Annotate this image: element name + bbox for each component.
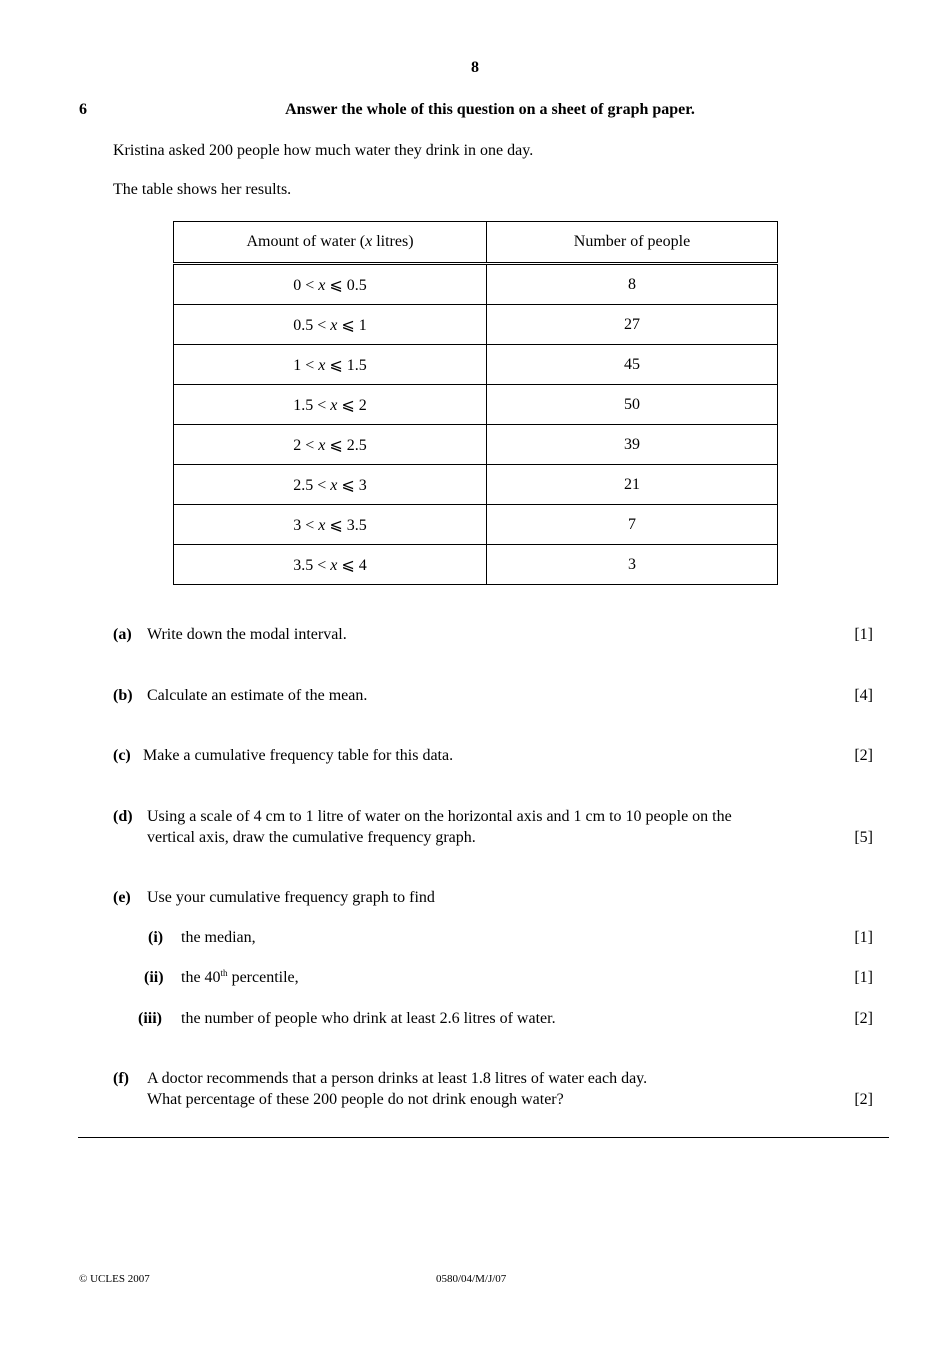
amount-var: x	[318, 436, 326, 454]
table-row	[174, 425, 778, 465]
amount-lower: 1 <	[293, 356, 315, 374]
amount-lower: 3 <	[293, 516, 315, 534]
amount-upper: ⩽ 0.5	[329, 276, 367, 294]
amount-cell	[174, 305, 487, 345]
part-e-iii-mark: [2]	[854, 1010, 873, 1027]
page-number: 8	[471, 59, 479, 76]
amount-cell	[174, 264, 487, 305]
people-cell: 39	[487, 425, 778, 465]
footer-code: 0580/04/M/J/07	[436, 1273, 507, 1285]
part-c	[113, 747, 873, 765]
part-d-line2: vertical axis, draw the cumulative frequency graph.	[147, 829, 476, 846]
part-f	[113, 1070, 873, 1114]
people-cell: 7	[487, 505, 778, 545]
amount-cell	[174, 465, 487, 505]
part-f-line1: A doctor recommends that a person drinks at least 1.8 litres of water each day.	[147, 1070, 648, 1087]
part-e-i-mark: [1]	[854, 929, 873, 946]
part-e-iii-label: (iii)	[138, 1010, 162, 1027]
amount-cell	[174, 425, 487, 465]
amount-upper: ⩽ 4	[341, 556, 367, 574]
part-f-line2: What percentage of these 200 people do not drink enough water?	[147, 1091, 564, 1108]
part-e-ii-text	[181, 969, 299, 987]
part-e-i-text: the median,	[181, 929, 256, 946]
part-d	[113, 808, 873, 852]
part-e-iii	[113, 1010, 873, 1032]
part-b-label: (b)	[113, 687, 133, 704]
amount-var: x	[318, 516, 326, 534]
table-row	[174, 264, 778, 305]
people-cell: 45	[487, 345, 778, 385]
part-f-label: (f)	[113, 1070, 129, 1087]
intro-table-text: The table shows her results.	[113, 181, 292, 198]
part-e-ii-text-pre: the 40	[181, 969, 221, 986]
header-amount-post: litres)	[372, 233, 414, 250]
amount-var: x	[330, 396, 338, 414]
part-c-text: Make a cumulative frequency table for this data.	[143, 747, 454, 764]
part-d-label: (d)	[113, 808, 133, 825]
part-a-text: Write down the modal interval.	[147, 626, 347, 643]
part-c-label: (c)	[113, 747, 131, 764]
part-b-text: Calculate an estimate of the mean.	[147, 687, 368, 704]
people-cell: 27	[487, 305, 778, 345]
people-cell: 50	[487, 385, 778, 425]
amount-lower: 2 <	[293, 436, 315, 454]
amount-var: x	[318, 276, 326, 294]
footer-copyright: © UCLES 2007	[79, 1273, 150, 1285]
part-e-ii-mark: [1]	[854, 969, 873, 986]
part-b-mark: [4]	[854, 687, 873, 704]
amount-lower: 2.5 <	[293, 476, 327, 494]
part-e-ii-sup: th	[220, 968, 228, 978]
amount-var: x	[330, 476, 338, 494]
amount-var: x	[330, 556, 338, 574]
part-e-ii	[113, 969, 873, 991]
header-amount-pre: Amount of water (	[246, 233, 366, 250]
table-row	[174, 505, 778, 545]
table-row	[174, 345, 778, 385]
amount-upper: ⩽ 3	[341, 476, 367, 494]
part-f-mark: [2]	[854, 1091, 873, 1108]
header-people: Number of people	[487, 222, 778, 264]
amount-upper: ⩽ 3.5	[329, 516, 367, 534]
question-number: 6	[79, 101, 87, 118]
amount-lower: 0 <	[293, 276, 315, 294]
header-amount	[174, 222, 487, 264]
part-e-text: Use your cumulative frequency graph to find	[147, 889, 435, 906]
table-row	[174, 385, 778, 425]
part-d-mark: [5]	[854, 829, 873, 846]
amount-upper: ⩽ 1.5	[329, 356, 367, 374]
amount-upper: ⩽ 2	[341, 396, 367, 414]
part-a-label: (a)	[113, 626, 132, 643]
people-cell: 3	[487, 545, 778, 585]
table-row	[174, 545, 778, 585]
part-e-label: (e)	[113, 889, 131, 906]
amount-lower: 1.5 <	[293, 396, 327, 414]
amount-lower: 3.5 <	[293, 556, 327, 574]
amount-var: x	[318, 356, 326, 374]
amount-cell	[174, 505, 487, 545]
part-e-iii-text: the number of people who drink at least 2.6 litres of water.	[181, 1010, 556, 1027]
part-e	[113, 889, 873, 907]
bottom-rule	[78, 1137, 889, 1138]
amount-cell	[174, 345, 487, 385]
intro-text: Kristina asked 200 people how much water they drink in one day.	[113, 142, 534, 159]
part-a-mark: [1]	[854, 626, 873, 643]
results-table	[173, 221, 778, 585]
part-e-i	[113, 929, 873, 951]
part-b	[113, 687, 873, 705]
amount-cell	[174, 385, 487, 425]
part-e-ii-text-post: percentile,	[227, 969, 299, 986]
table-row	[174, 305, 778, 345]
header-amount-var: x	[365, 233, 373, 250]
part-e-ii-label: (ii)	[144, 969, 164, 986]
amount-upper: ⩽ 1	[341, 316, 367, 334]
people-cell: 21	[487, 465, 778, 505]
part-e-i-label: (i)	[148, 929, 164, 946]
amount-cell	[174, 545, 487, 585]
part-a	[113, 626, 873, 644]
part-d-line1: Using a scale of 4 cm to 1 litre of water on the horizontal axis and 1 cm to 10 people on the	[147, 808, 732, 825]
part-c-mark: [2]	[854, 747, 873, 764]
table-row	[174, 465, 778, 505]
amount-upper: ⩽ 2.5	[329, 436, 367, 454]
amount-var: x	[330, 316, 338, 334]
people-cell: 8	[487, 264, 778, 305]
table-header-row	[174, 222, 778, 264]
question-instruction: Answer the whole of this question on a sheet of graph paper.	[285, 101, 695, 118]
amount-lower: 0.5 <	[293, 316, 327, 334]
